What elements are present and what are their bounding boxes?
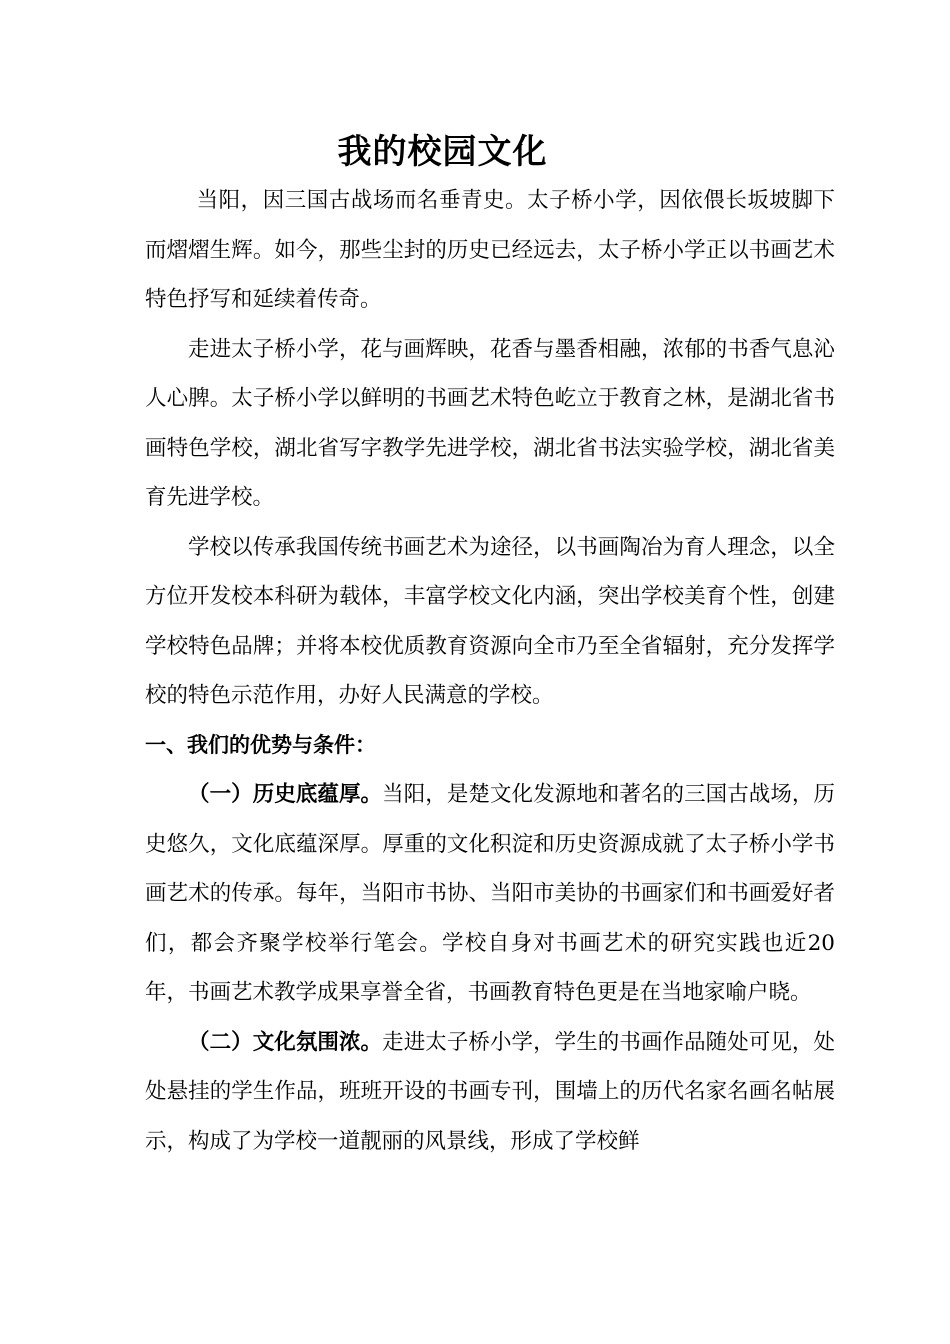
intro-paragraph-2: 走进太子桥小学，花与画辉映，花香与墨香相融，浓郁的书香气息沁人心脾。太子桥小学以鲜明的书画艺术特色屹立于教育之林，是湖北省书画特色学校，湖北省写字教学先进学校，湖北省书法实验学校，湖北省美育先进学校。 <box>145 336 835 510</box>
advantage-item-2 <box>145 1018 835 1167</box>
advantage-item-1-lead: （一）历史底蕴厚。 <box>188 782 383 807</box>
advantage-item-1-text: 当阳，是楚文化发源地和著名的三国古战场，历史悠久，文化底蕴深厚。厚重的文化积淀和历史资源成就了太子桥小学书画艺术的传承。每年，当阳市书协、当阳市美协的书画家们和书画爱好者们，都会齐聚学校举行笔会。学校自身对书画艺术的研究实践也近20年，书画艺术教学成果享誉全省，书画教育特色更是在当地家喻户晓。 <box>145 782 835 1005</box>
document-body <box>145 176 835 1166</box>
intro-paragraph-3: 学校以传承我国传统书画艺术为途径，以书画陶冶为育人理念，以全方位开发校本科研为载体，丰富学校文化内涵，突出学校美育个性，创建学校特色品牌；并将本校优质教育资源向全市乃至全省辐射，充分发挥学校的特色示范作用，办好人民满意的学校。 <box>145 534 835 708</box>
intro-paragraph-1: 当阳，因三国古战场而名垂青史。太子桥小学，因依偎长坂坡脚下而熠熠生辉。如今，那些尘封的历史已经远去，太子桥小学正以书画艺术特色抒写和延续着传奇。 <box>145 188 835 312</box>
advantage-item-2-text: 走进太子桥小学，学生的书画作品随处可见，处处悬挂的学生作品，班班开设的书画专刊，围墙上的历代名家名画名帖展示，构成了为学校一道靓丽的风景线，形成了学校鲜 <box>145 1029 835 1154</box>
section-heading: 一、我们的优势与条件： <box>145 732 376 757</box>
advantage-item-2-lead: （二）文化氛围浓。 <box>188 1029 383 1055</box>
advantage-item-1 <box>145 770 835 1018</box>
document-title: 我的校园文化 <box>337 132 548 172</box>
